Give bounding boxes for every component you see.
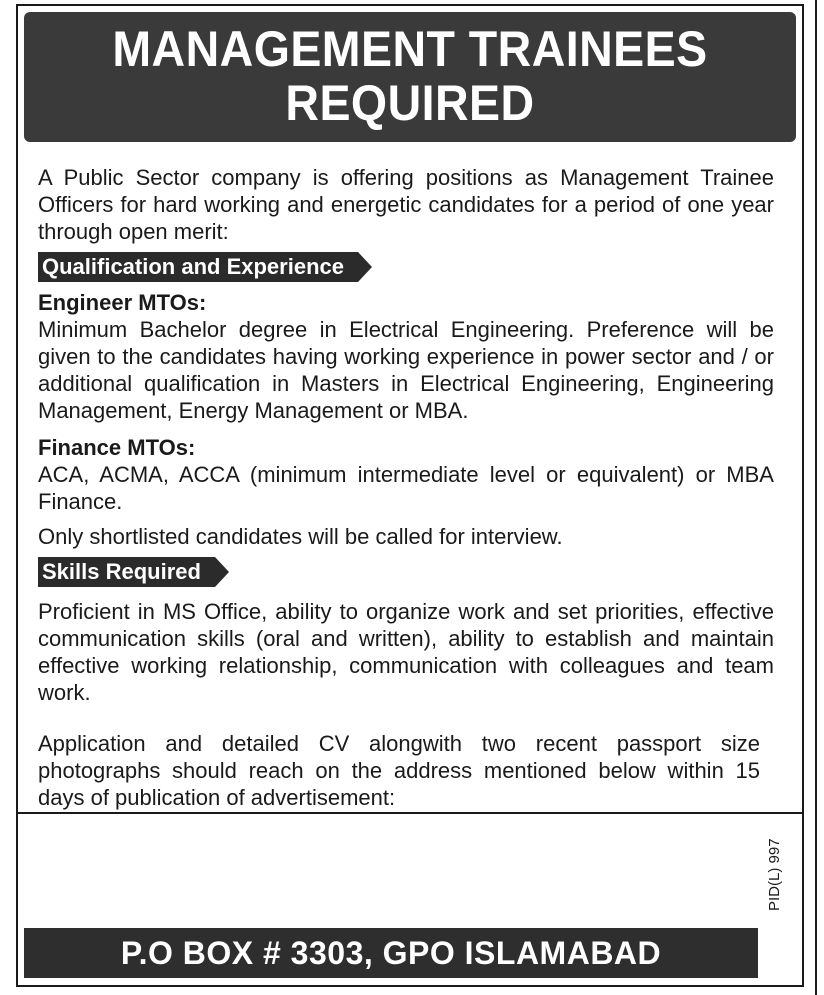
advertisement	[16, 4, 804, 987]
intro-paragraph: A Public Sector company is offering positions as Management Trainee Officers for hard working and energetic candidates for a period of one year through open merit:	[38, 165, 774, 244]
qualification-heading: Qualification and Experience	[38, 252, 358, 282]
title-banner	[24, 12, 796, 142]
finance-mtos-text: ACA, ACMA, ACCA (minimum intermediate level or equivalent) or MBA Finance.	[38, 462, 774, 514]
application-text: Application and detailed CV alongwith two recent passport size photographs should reach on the address mentioned below within 15 days of publication of advertisement:	[38, 731, 760, 810]
ad-body	[38, 164, 774, 811]
publication-id: PID(L) 997	[766, 838, 783, 911]
title-line-1: MANAGEMENT TRAINEES	[112, 21, 708, 77]
skills-heading: Skills Required	[38, 557, 215, 587]
skills-text: Proficient in MS Office, ability to organize work and set priorities, effective communication skills (oral and written), ability to establish and maintain effective working relationship, communication with colleagues and team work.	[38, 599, 774, 705]
engineer-mtos-heading: Engineer MTOs:	[38, 290, 207, 315]
address-banner: P.O BOX # 3303, GPO ISLAMABAD	[24, 928, 758, 978]
section-divider	[18, 812, 802, 814]
engineer-mtos-text: Minimum Bachelor degree in Electrical Engineering. Preference will be given to the candidates having working experience in power sector and / or additional qualification in Masters in Electrical Engineering, Engineering Management, Energy Management or MBA.	[38, 317, 774, 423]
page-edge-rule	[815, 0, 817, 995]
finance-mtos-heading: Finance MTOs:	[38, 435, 196, 460]
title-line-2: REQUIRED	[285, 75, 535, 131]
shortlist-note: Only shortlisted candidates will be called for interview.	[38, 524, 563, 549]
